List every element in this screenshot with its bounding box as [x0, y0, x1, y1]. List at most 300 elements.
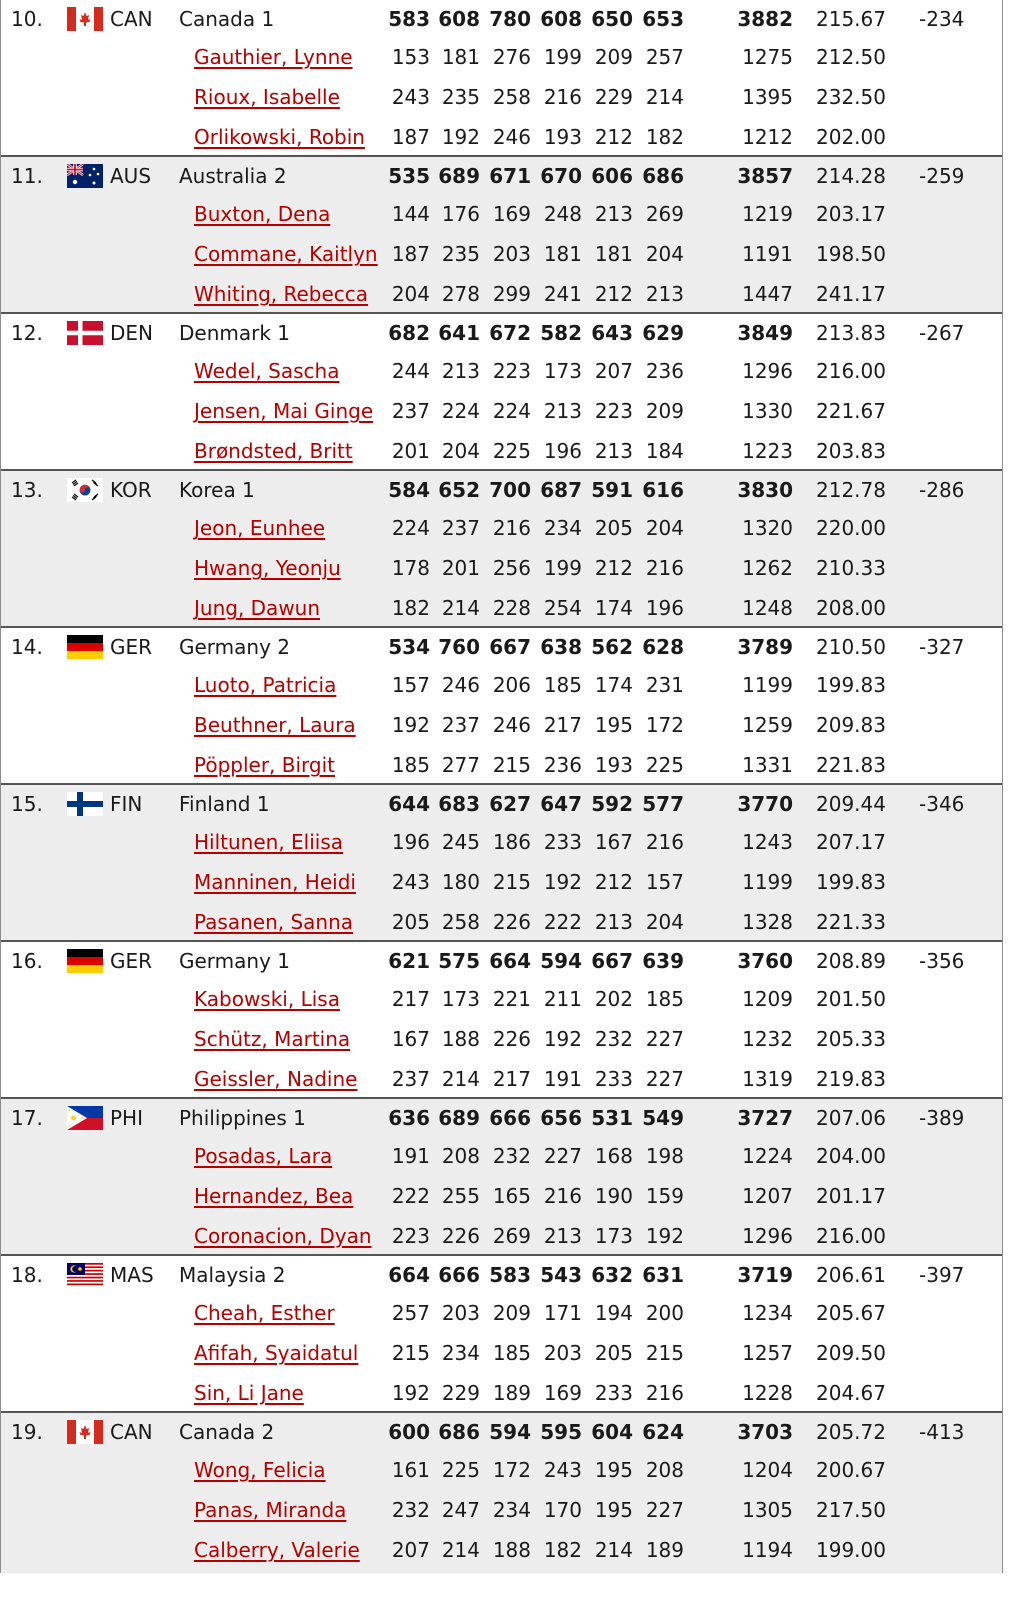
player-game-score: 157	[645, 870, 684, 894]
player-game-score: 203	[492, 242, 531, 266]
player-game-score: 278	[441, 282, 480, 306]
team-row	[1, 1413, 1001, 1452]
team-difference: -356	[919, 949, 965, 973]
team-average: 208.89	[816, 949, 886, 973]
team-game-score: 631	[642, 1263, 684, 1287]
player-name-link[interactable]: Whiting, Rebecca	[194, 282, 369, 306]
player-game-score: 208	[645, 1458, 684, 1482]
player-row	[1, 666, 1001, 705]
player-game-score: 246	[492, 713, 531, 737]
player-game-score: 257	[391, 1301, 430, 1325]
team-name: Denmark 1	[179, 321, 291, 345]
player-game-score: 222	[391, 1184, 430, 1208]
team-game-score: 583	[388, 7, 430, 31]
player-name-link[interactable]: Gauthier, Lynne	[194, 45, 353, 69]
player-row	[1, 823, 1001, 862]
team-name: Germany 1	[179, 949, 291, 973]
player-name-link[interactable]: Schütz, Martina	[194, 1027, 351, 1051]
player-game-score: 236	[645, 359, 684, 383]
player-game-score: 277	[441, 753, 480, 777]
player-game-score: 182	[391, 596, 430, 620]
player-name-link[interactable]: Hiltunen, Eliisa	[194, 830, 344, 854]
player-game-score: 198	[645, 1144, 684, 1168]
player-row	[1, 1531, 1001, 1570]
player-game-score: 217	[391, 987, 430, 1011]
player-game-score: 209	[594, 45, 633, 69]
player-game-score: 194	[594, 1301, 633, 1325]
player-total: 1207	[742, 1184, 793, 1208]
player-average: 209.50	[816, 1341, 886, 1365]
player-game-score: 195	[594, 713, 633, 737]
player-total: 1194	[742, 1538, 793, 1562]
player-name-link[interactable]: Brøndsted, Britt	[194, 439, 353, 463]
rank: 17.	[11, 1106, 43, 1130]
team-game-score: 700	[489, 478, 531, 502]
player-game-score: 213	[543, 399, 582, 423]
country-code: CAN	[110, 1420, 153, 1444]
player-name-link[interactable]: Jensen, Mai Ginge	[194, 399, 374, 423]
team-row	[1, 1256, 1001, 1295]
australia-flag-icon	[67, 164, 103, 188]
player-game-score: 188	[441, 1027, 480, 1051]
player-total: 1395	[742, 85, 793, 109]
team-game-score: 606	[591, 164, 633, 188]
team-game-score: 594	[540, 949, 582, 973]
player-name-link[interactable]: Afifah, Syaidatul	[194, 1341, 359, 1365]
player-row	[1, 275, 1001, 314]
player-row	[1, 1451, 1001, 1490]
player-game-score: 182	[645, 125, 684, 149]
player-game-score: 217	[492, 1067, 531, 1091]
team-difference: -286	[919, 478, 965, 502]
player-game-score: 214	[594, 1538, 633, 1562]
player-game-score: 235	[441, 242, 480, 266]
player-game-score: 201	[441, 556, 480, 580]
player-name-link[interactable]: Sin, Li Jane	[194, 1381, 304, 1405]
player-name-link[interactable]: Jeon, Eunhee	[194, 516, 326, 540]
team-total: 3703	[737, 1420, 793, 1444]
player-name-link[interactable]: Beuthner, Laura	[194, 713, 356, 737]
player-game-score: 205	[391, 910, 430, 934]
player-row	[1, 1137, 1001, 1176]
country-code: AUS	[110, 164, 152, 188]
player-game-score: 167	[391, 1027, 430, 1051]
team-game-score: 624	[642, 1420, 684, 1444]
player-row	[1, 746, 1001, 785]
rank: 12.	[11, 321, 43, 345]
player-game-score: 214	[441, 1067, 480, 1091]
player-average: 221.67	[816, 399, 886, 423]
player-game-score: 195	[594, 1498, 633, 1522]
player-total: 1248	[742, 596, 793, 620]
player-name-link[interactable]: Panas, Miranda	[194, 1498, 347, 1522]
player-game-score: 174	[594, 596, 633, 620]
player-game-score: 227	[543, 1144, 582, 1168]
player-average: 219.83	[816, 1067, 886, 1091]
team-game-score: 683	[438, 792, 480, 816]
player-game-score: 193	[543, 125, 582, 149]
player-game-score: 185	[391, 753, 430, 777]
country-code: DEN	[110, 321, 153, 345]
player-game-score: 214	[645, 85, 684, 109]
team-name: Korea 1	[179, 478, 255, 502]
player-total: 1223	[742, 439, 793, 463]
player-game-score: 256	[492, 556, 531, 580]
team-difference: -234	[919, 7, 965, 31]
player-game-score: 223	[492, 359, 531, 383]
player-name-link[interactable]: Wong, Felicia	[194, 1458, 326, 1482]
team-game-score: 666	[489, 1106, 531, 1130]
korea-flag-icon	[67, 478, 103, 502]
player-game-score: 207	[594, 359, 633, 383]
player-average: 216.00	[816, 1224, 886, 1248]
player-game-score: 203	[543, 1341, 582, 1365]
player-average: 216.00	[816, 359, 886, 383]
team-game-score: 664	[388, 1263, 430, 1287]
player-average: 221.33	[816, 910, 886, 934]
team-total: 3760	[737, 949, 793, 973]
team-game-score: 638	[540, 635, 582, 659]
team-average: 206.61	[816, 1263, 886, 1287]
player-game-score: 153	[391, 45, 430, 69]
country-code: PHI	[110, 1106, 143, 1130]
player-average: 241.17	[816, 282, 886, 306]
player-game-score: 185	[492, 1341, 531, 1365]
player-game-score: 225	[645, 753, 684, 777]
player-game-score: 216	[645, 830, 684, 854]
team-block	[1, 1099, 1002, 1256]
team-game-score: 629	[642, 321, 684, 345]
player-average: 232.50	[816, 85, 886, 109]
player-total: 1224	[742, 1144, 793, 1168]
player-game-score: 188	[492, 1538, 531, 1562]
malaysia-flag-icon	[67, 1263, 103, 1287]
player-game-score: 192	[441, 125, 480, 149]
player-total: 1209	[742, 987, 793, 1011]
player-row	[1, 549, 1001, 588]
player-name-link[interactable]: Jung, Dawun	[194, 596, 321, 620]
player-average: 221.83	[816, 753, 886, 777]
player-total: 1259	[742, 713, 793, 737]
player-name-link[interactable]: Commane, Kaitlyn	[194, 242, 378, 266]
team-game-score: 562	[591, 635, 633, 659]
player-game-score: 173	[543, 359, 582, 383]
player-game-score: 205	[594, 1341, 633, 1365]
team-game-score: 652	[438, 478, 480, 502]
germany-flag-icon	[67, 949, 103, 973]
player-game-score: 258	[492, 85, 531, 109]
player-game-score: 213	[594, 202, 633, 226]
player-game-score: 216	[543, 85, 582, 109]
rank: 19.	[11, 1420, 43, 1444]
country-code: FIN	[110, 792, 143, 816]
player-game-score: 180	[441, 870, 480, 894]
team-game-score: 639	[642, 949, 684, 973]
team-game-score: 595	[540, 1420, 582, 1444]
team-difference: -389	[919, 1106, 965, 1130]
team-game-score: 604	[591, 1420, 633, 1444]
player-name-link[interactable]: Buxton, Dena	[194, 202, 331, 226]
player-game-score: 225	[492, 439, 531, 463]
player-game-score: 226	[492, 1027, 531, 1051]
player-game-score: 215	[492, 753, 531, 777]
team-block	[1, 942, 1002, 1099]
team-block	[1, 471, 1002, 628]
player-total: 1228	[742, 1381, 793, 1405]
player-game-score: 173	[441, 987, 480, 1011]
player-game-score: 213	[594, 439, 633, 463]
player-average: 220.00	[816, 516, 886, 540]
player-game-score: 237	[391, 1067, 430, 1091]
team-game-score: 582	[540, 321, 582, 345]
player-game-score: 254	[543, 596, 582, 620]
team-average: 213.83	[816, 321, 886, 345]
player-name-link[interactable]: Coronacion, Dyan	[194, 1224, 372, 1248]
player-game-score: 204	[441, 439, 480, 463]
player-game-score: 232	[391, 1498, 430, 1522]
team-game-score: 667	[591, 949, 633, 973]
player-game-score: 209	[645, 399, 684, 423]
player-game-score: 181	[441, 45, 480, 69]
player-game-score: 159	[645, 1184, 684, 1208]
team-difference: -267	[919, 321, 965, 345]
player-row	[1, 706, 1001, 745]
player-game-score: 187	[391, 242, 430, 266]
player-row	[1, 38, 1001, 77]
player-row	[1, 1020, 1001, 1059]
player-game-score: 176	[441, 202, 480, 226]
player-average: 209.83	[816, 713, 886, 737]
rank: 11.	[11, 164, 43, 188]
player-game-score: 224	[391, 516, 430, 540]
rank: 16.	[11, 949, 43, 973]
team-game-score: 671	[489, 164, 531, 188]
player-name-link[interactable]: Geissler, Nadine	[194, 1067, 358, 1091]
player-name-link[interactable]: Hernandez, Bea	[194, 1184, 354, 1208]
team-game-score: 760	[438, 635, 480, 659]
team-game-score: 686	[438, 1420, 480, 1444]
team-game-score: 643	[591, 321, 633, 345]
player-total: 1319	[742, 1067, 793, 1091]
player-name-link[interactable]: Orlikowski, Robin	[194, 125, 365, 149]
player-name-link[interactable]: Luoto, Patricia	[194, 673, 337, 697]
team-game-score: 632	[591, 1263, 633, 1287]
player-game-score: 203	[441, 1301, 480, 1325]
team-block	[1, 628, 1002, 785]
player-name-link[interactable]: Calberry, Valerie	[194, 1538, 360, 1562]
team-game-score: 591	[591, 478, 633, 502]
player-game-score: 223	[594, 399, 633, 423]
team-name: Australia 2	[179, 164, 287, 188]
player-game-score: 269	[492, 1224, 531, 1248]
team-block	[1, 0, 1002, 157]
player-game-score: 181	[594, 242, 633, 266]
team-difference: -397	[919, 1263, 965, 1287]
country-code: GER	[110, 635, 153, 659]
player-game-score: 167	[594, 830, 633, 854]
player-game-score: 212	[594, 282, 633, 306]
player-average: 198.50	[816, 242, 886, 266]
player-average: 205.33	[816, 1027, 886, 1051]
player-game-score: 204	[645, 242, 684, 266]
finland-flag-icon	[67, 792, 103, 816]
team-game-score: 687	[540, 478, 582, 502]
player-name-link[interactable]: Cheah, Esther	[194, 1301, 335, 1325]
team-row	[1, 785, 1001, 824]
team-game-score: 535	[388, 164, 430, 188]
player-name-link[interactable]: Kabowski, Lisa	[194, 987, 340, 1011]
player-average: 200.67	[816, 1458, 886, 1482]
canada-flag-icon	[67, 7, 103, 31]
team-total: 3789	[737, 635, 793, 659]
team-game-score: 627	[489, 792, 531, 816]
player-name-link[interactable]: Manninen, Heidi	[194, 870, 356, 894]
team-game-score: 531	[591, 1106, 633, 1130]
rank: 18.	[11, 1263, 43, 1287]
player-total: 1305	[742, 1498, 793, 1522]
player-row	[1, 118, 1001, 157]
player-game-score: 213	[543, 1224, 582, 1248]
player-average: 202.00	[816, 125, 886, 149]
player-game-score: 255	[441, 1184, 480, 1208]
player-total: 1199	[742, 673, 793, 697]
player-game-score: 189	[492, 1381, 531, 1405]
player-game-score: 246	[441, 673, 480, 697]
germany-flag-icon	[67, 635, 103, 659]
rank: 10.	[11, 7, 43, 31]
player-row	[1, 235, 1001, 274]
player-game-score: 241	[543, 282, 582, 306]
player-game-score: 185	[543, 673, 582, 697]
player-total: 1234	[742, 1301, 793, 1325]
player-game-score: 157	[391, 673, 430, 697]
player-game-score: 211	[543, 987, 582, 1011]
team-game-score: 549	[642, 1106, 684, 1130]
player-name-link[interactable]: Wedel, Sascha	[194, 359, 340, 383]
player-row	[1, 195, 1001, 234]
player-game-score: 199	[543, 45, 582, 69]
team-name: Malaysia 2	[179, 1263, 286, 1287]
player-game-score: 223	[391, 1224, 430, 1248]
player-total: 1204	[742, 1458, 793, 1482]
team-block	[1, 1256, 1002, 1413]
player-game-score: 169	[492, 202, 531, 226]
player-game-score: 237	[391, 399, 430, 423]
player-row	[1, 1060, 1001, 1099]
player-game-score: 192	[391, 1381, 430, 1405]
team-game-score: 636	[388, 1106, 430, 1130]
team-game-score: 584	[388, 478, 430, 502]
player-game-score: 234	[492, 1498, 531, 1522]
team-block	[1, 785, 1002, 942]
player-total: 1243	[742, 830, 793, 854]
team-game-score: 608	[540, 7, 582, 31]
team-average: 214.28	[816, 164, 886, 188]
player-game-score: 216	[645, 1381, 684, 1405]
player-game-score: 207	[391, 1538, 430, 1562]
player-name-link[interactable]: Posadas, Lara	[194, 1144, 333, 1168]
player-row	[1, 78, 1001, 117]
player-total: 1331	[742, 753, 793, 777]
team-name: Finland 1	[179, 792, 270, 816]
team-name: Canada 2	[179, 1420, 275, 1444]
player-game-score: 236	[543, 753, 582, 777]
team-game-score: 577	[642, 792, 684, 816]
team-game-score: 664	[489, 949, 531, 973]
player-game-score: 257	[645, 45, 684, 69]
team-name: Germany 2	[179, 635, 291, 659]
player-game-score: 144	[391, 202, 430, 226]
player-average: 212.50	[816, 45, 886, 69]
player-game-score: 206	[492, 673, 531, 697]
player-game-score: 221	[492, 987, 531, 1011]
player-game-score: 170	[543, 1498, 582, 1522]
player-game-score: 202	[594, 987, 633, 1011]
team-game-score: 575	[438, 949, 480, 973]
player-total: 1320	[742, 516, 793, 540]
team-average: 209.44	[816, 792, 886, 816]
team-total: 3857	[737, 164, 793, 188]
player-game-score: 228	[492, 596, 531, 620]
player-game-score: 237	[441, 713, 480, 737]
team-row	[1, 0, 1001, 39]
player-name-link[interactable]: Pasanen, Sanna	[194, 910, 354, 934]
team-game-score: 641	[438, 321, 480, 345]
player-game-score: 204	[645, 516, 684, 540]
player-name-link[interactable]: Pöppler, Birgit	[194, 753, 336, 777]
player-average: 217.50	[816, 1498, 886, 1522]
player-name-link[interactable]: Hwang, Yeonju	[194, 556, 341, 580]
player-average: 205.67	[816, 1301, 886, 1325]
player-row	[1, 432, 1001, 471]
player-row	[1, 903, 1001, 942]
denmark-flag-icon	[67, 321, 103, 345]
team-average: 205.72	[816, 1420, 886, 1444]
player-total: 1257	[742, 1341, 793, 1365]
player-name-link[interactable]: Rioux, Isabelle	[194, 85, 340, 109]
player-game-score: 182	[543, 1538, 582, 1562]
player-game-score: 215	[645, 1341, 684, 1365]
team-game-score: 667	[489, 635, 531, 659]
player-game-score: 212	[594, 870, 633, 894]
player-game-score: 231	[645, 673, 684, 697]
player-row	[1, 1334, 1001, 1373]
player-row	[1, 352, 1001, 391]
team-total: 3727	[737, 1106, 793, 1130]
player-game-score: 186	[492, 830, 531, 854]
player-row	[1, 863, 1001, 902]
player-game-score: 233	[543, 830, 582, 854]
country-code: CAN	[110, 7, 153, 31]
country-code: GER	[110, 949, 153, 973]
team-name: Philippines 1	[179, 1106, 306, 1130]
player-average: 201.50	[816, 987, 886, 1011]
player-row	[1, 392, 1001, 431]
player-average: 207.17	[816, 830, 886, 854]
player-game-score: 199	[543, 556, 582, 580]
player-game-score: 227	[645, 1498, 684, 1522]
player-game-score: 226	[492, 910, 531, 934]
player-game-score: 196	[543, 439, 582, 463]
player-game-score: 178	[391, 556, 430, 580]
team-game-score: 689	[438, 164, 480, 188]
team-block	[1, 314, 1002, 471]
player-game-score: 172	[492, 1458, 531, 1482]
player-average: 210.33	[816, 556, 886, 580]
team-total: 3719	[737, 1263, 793, 1287]
team-game-score: 653	[642, 7, 684, 31]
team-difference: -327	[919, 635, 965, 659]
